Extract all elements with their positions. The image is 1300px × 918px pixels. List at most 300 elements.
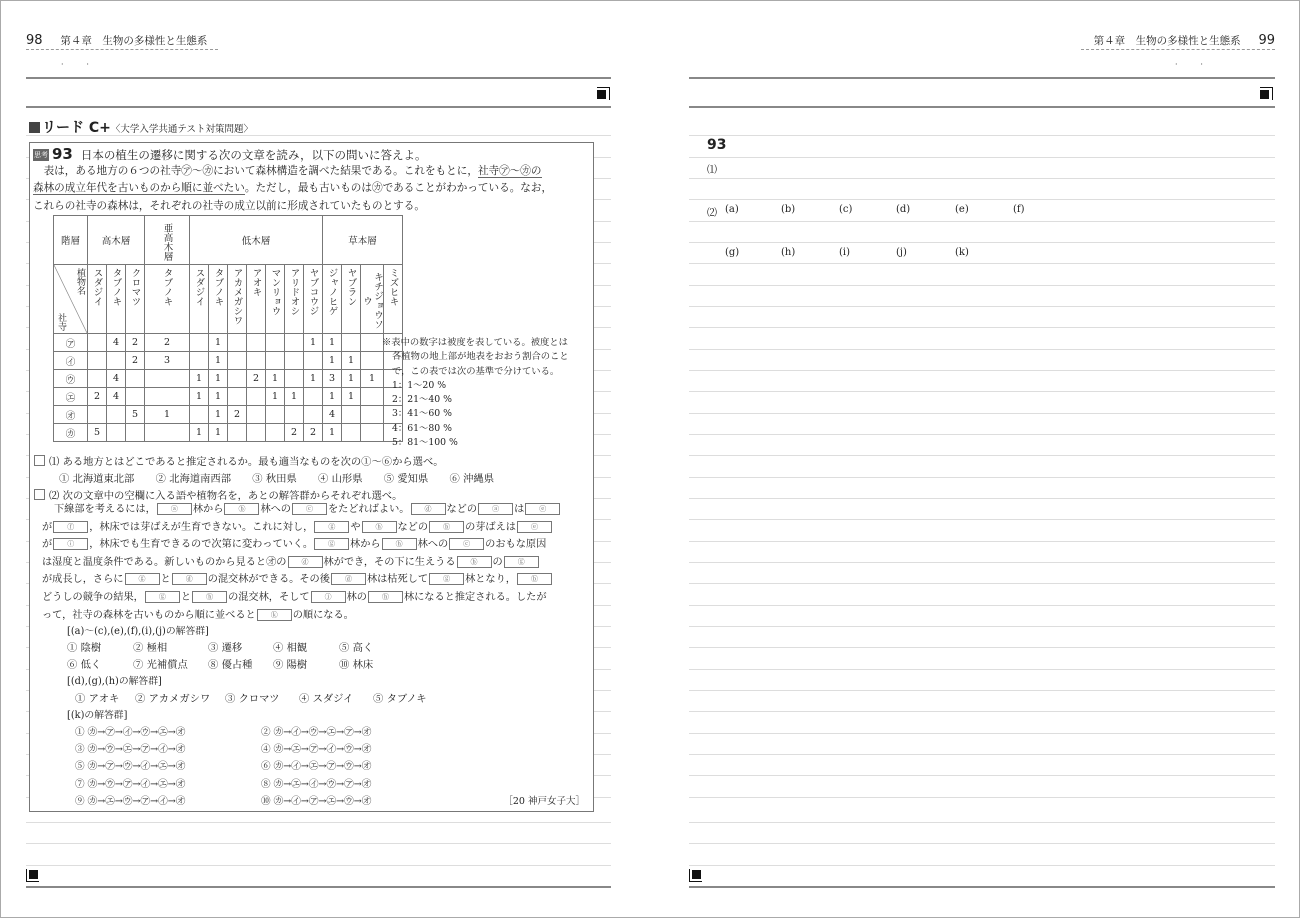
blank-g: ⓖ <box>429 573 464 585</box>
coverage-cell: 1 <box>209 424 228 442</box>
rule <box>689 285 1275 286</box>
answer-number: 93 <box>707 137 727 153</box>
plant-name-cell <box>88 265 107 334</box>
coverage-cell: 1 <box>304 334 323 352</box>
layer-cell <box>145 216 190 265</box>
answer-option: ③ ㋕→㋒→㋓→㋐→㋑→㋔ <box>75 744 186 756</box>
blank-i: ⓘ <box>53 538 88 550</box>
coverage-cell: 1 <box>266 388 285 406</box>
passage-text: ③ クロマツ <box>225 693 280 705</box>
passage-text: の芽ばえは <box>465 521 516 533</box>
question-intro <box>33 163 589 215</box>
coverage-cell: 2 <box>228 406 247 424</box>
rule <box>689 477 1275 478</box>
blank-a: ⓐ <box>478 503 513 515</box>
coverage-cell <box>145 370 190 388</box>
plant-name: クロマツ <box>129 268 141 306</box>
coverage-cell: 1 <box>285 388 304 406</box>
coverage-cell: 1 <box>323 352 342 370</box>
rule <box>689 178 1275 179</box>
site-label: ㋔ <box>54 406 88 424</box>
coverage-cell: 1 <box>342 352 361 370</box>
answer-option: ① ㋕→㋐→㋑→㋒→㋓→㋔ <box>75 727 186 738</box>
coverage-cell: 2 <box>88 388 107 406</box>
corner-mark-icon <box>689 869 702 882</box>
coverage-cell <box>342 334 361 352</box>
question-1-text: ⑴ ある地方とはどこであると推定されるか。最も適当なものを次の①～⑥から選べ。 <box>49 456 444 468</box>
passage-text: が <box>42 539 53 551</box>
scale-item: 3：41～60 % <box>392 408 452 420</box>
passage-text: が <box>42 521 53 533</box>
table-row <box>54 334 403 352</box>
coverage-cell <box>88 406 107 424</box>
passage-text: 林の <box>346 591 367 603</box>
coverage-cell <box>247 424 266 442</box>
rule <box>689 349 1275 350</box>
passage-text: ⑨ 陽樹 <box>273 659 308 671</box>
answer-group-3-title: [(k)の解答群] <box>67 710 128 721</box>
coverage-cell <box>145 424 190 442</box>
plant-name: ミズヒキ <box>387 268 399 306</box>
checkbox[interactable] <box>34 489 45 500</box>
coverage-cell: 1 <box>323 334 342 352</box>
plant-name-cell <box>384 265 403 334</box>
blank-k: ⓚ <box>257 609 292 621</box>
passage-text: ⑤ タブノキ <box>373 693 427 705</box>
coverage-cell <box>266 334 285 352</box>
option: ③ 秋田県 <box>252 473 297 485</box>
passage-text: ，林床では芽ばえが生育できない。これに対し， <box>89 521 314 533</box>
question-2-text: ⑵ 次の文章中の空欄に入る語や植物名を，あとの解答群からそれぞれ選べ。 <box>49 490 403 502</box>
coverage-cell: 1 <box>209 406 228 424</box>
passage-text: 林への <box>417 539 449 551</box>
table-row <box>54 388 403 406</box>
passage-text: ④ 相観 <box>273 642 308 654</box>
rule <box>689 647 1275 648</box>
answer-blank-label: (h) <box>781 247 796 258</box>
blank-h: ⓗ <box>368 591 403 603</box>
passage-text: の混交林，そして <box>228 591 310 603</box>
coverage-cell <box>361 406 384 424</box>
answer-blank-label: (a) <box>725 204 739 215</box>
rule <box>689 886 1275 888</box>
coverage-cell: 2 <box>285 424 304 442</box>
answer-option: ⑩ ㋕→㋑→㋐→㋓→㋒→㋔ <box>261 795 372 807</box>
site-label: ㋓ <box>54 388 88 406</box>
plant-name-cell <box>247 265 266 334</box>
coverage-cell <box>304 406 323 424</box>
plant-name: アカメガシワ <box>231 268 243 325</box>
plant-name-cell <box>361 265 384 334</box>
passage-text: 林ができ，その下に生えうる <box>323 556 456 568</box>
corner-mark-icon <box>26 869 39 882</box>
plant-name: キチジョウソウ <box>361 272 383 329</box>
coverage-cell <box>190 406 209 424</box>
coverage-cell: 1 <box>190 370 209 388</box>
coverage-cell: 5 <box>126 406 145 424</box>
answer-option: ⑨ ㋕→㋓→㋒→㋐→㋑→㋔ <box>75 795 186 807</box>
plant-name-cell <box>107 265 126 334</box>
passage-text: どうしの競争の結果， <box>42 591 144 603</box>
answer-blank-label: (j) <box>896 247 907 258</box>
coverage-cell <box>304 388 323 406</box>
coverage-cell: 1 <box>342 370 361 388</box>
coverage-cell <box>228 424 247 442</box>
page-header-right <box>1094 33 1275 48</box>
underlined-text: 社寺㋐～㋕の <box>477 165 542 177</box>
passage-text: などの <box>397 521 429 533</box>
question-number: 93 <box>52 145 73 163</box>
blank-d: ⓓ <box>411 503 446 515</box>
plant-name-cell <box>304 265 323 334</box>
chapter-title: 第４章 生物の多様性と生態系 <box>1093 35 1241 47</box>
option: ④ 山形県 <box>318 473 363 485</box>
answer-option: ⑦ ㋕→㋒→㋐→㋑→㋓→㋔ <box>75 778 186 790</box>
coverage-cell: 2 <box>126 334 145 352</box>
passage-text: 林となり， <box>465 574 516 586</box>
passage-text: ③ 遷移 <box>208 642 243 654</box>
rule <box>689 669 1275 670</box>
plant-name: タブノキ <box>110 268 122 306</box>
plant-name-cell <box>145 265 190 334</box>
corner-mark-icon <box>1260 87 1273 100</box>
coverage-cell: 1 <box>209 352 228 370</box>
coverage-cell: 1 <box>304 370 323 388</box>
coverage-cell: 3 <box>323 370 342 388</box>
answer-group-1-row <box>67 639 373 654</box>
answer-group-2-title: [(d),(g),(h)の解答群] <box>67 676 162 687</box>
plant-name: アリドオシ <box>288 268 300 316</box>
coverage-cell <box>228 370 247 388</box>
question-header <box>33 145 427 163</box>
site-label: ㋑ <box>54 352 88 370</box>
answer-blank-label: (k) <box>955 247 969 258</box>
passage-text: 林は枯死して <box>366 574 429 586</box>
coverage-cell: 1 <box>266 370 285 388</box>
thinking-badge: 思考 <box>34 151 48 159</box>
coverage-cell <box>247 352 266 370</box>
intro-text: 。ただし，最も古いものは㋕であることがわかっている。なお， <box>244 182 553 195</box>
plant-name-cell <box>342 265 361 334</box>
plant-name: ヤブラン <box>345 268 357 306</box>
answer-blank-label: (d) <box>896 204 911 215</box>
blank-d: ⓓ <box>331 573 366 585</box>
coverage-cell <box>361 334 384 352</box>
passage-text: 林になると推定される。したが <box>403 591 547 603</box>
plant-name-cell <box>228 265 247 334</box>
answer-option: ⑥ ㋕→㋑→㋓→㋐→㋒→㋔ <box>261 761 372 773</box>
plant-name-row <box>54 265 403 334</box>
coverage-cell: 4 <box>107 334 126 352</box>
blank-c: ⓒ <box>292 503 327 515</box>
coverage-cell: 4 <box>107 388 126 406</box>
coverage-cell <box>361 424 384 442</box>
site-label: ㋐ <box>54 334 88 352</box>
rule <box>689 199 1275 200</box>
rule <box>26 822 611 823</box>
rule <box>689 605 1275 606</box>
passage-text: などの <box>446 504 478 515</box>
rule <box>689 754 1275 755</box>
coverage-cell <box>266 406 285 424</box>
rule <box>689 455 1275 456</box>
coverage-cell <box>361 352 384 370</box>
passage-text: 下線部を考えるには， <box>54 504 156 515</box>
coverage-cell: 4 <box>107 370 126 388</box>
corner-top-label: 植物名 <box>75 268 85 295</box>
coverage-cell <box>228 388 247 406</box>
passage-text: ⑩ 林床 <box>339 659 374 671</box>
blank-h: ⓗ <box>382 538 417 550</box>
rule <box>689 626 1275 627</box>
passage-text: ② 極相 <box>133 642 168 654</box>
blank-d: ⓓ <box>288 556 323 568</box>
rule <box>26 77 611 79</box>
table-row <box>54 370 403 388</box>
answer-blank-label: (i) <box>839 247 851 258</box>
coverage-cell <box>228 352 247 370</box>
coverage-cell: 1 <box>209 334 228 352</box>
coverage-cell: 2 <box>145 334 190 352</box>
header-divider <box>1081 49 1275 50</box>
answer-label-1: ⑴ <box>707 165 717 176</box>
passage-text: ② アカメガシワ <box>135 693 211 705</box>
blank-e: ⓔ <box>517 521 552 533</box>
rule <box>689 865 1275 866</box>
coverage-cell <box>88 334 107 352</box>
passage-text: ⑤ 高く <box>339 642 374 654</box>
rule <box>689 775 1275 776</box>
corner-mark-icon <box>597 87 610 100</box>
passage-text: が成長し，さらに <box>42 574 124 586</box>
blank-a: ⓐ <box>157 503 192 515</box>
rule <box>689 77 1275 79</box>
coverage-cell <box>285 352 304 370</box>
rule <box>26 886 611 888</box>
layer-cell: 低木層 <box>190 216 323 265</box>
coverage-cell: 1 <box>361 370 384 388</box>
blank-g: ⓖ <box>145 591 180 603</box>
coverage-cell <box>228 334 247 352</box>
rule <box>26 106 611 108</box>
coverage-cell <box>266 424 285 442</box>
answer-option: ④ ㋕→㋓→㋐→㋑→㋒→㋔ <box>261 744 372 756</box>
chapter-title: 第４章 生物の多様性と生態系 <box>60 35 208 47</box>
plant-name: タブノキ <box>161 268 173 306</box>
rule <box>689 242 1275 243</box>
coverage-cell: 5 <box>88 424 107 442</box>
coverage-cell: 1 <box>209 388 228 406</box>
section-subtitle: 〈大学入学共通テスト対策問題〉 <box>110 124 254 135</box>
passage-text: ④ スダジイ <box>299 693 354 705</box>
note-text: 各植物の地上部が地表をおおう割合のこと <box>392 351 569 363</box>
answer-blank-label: (e) <box>955 204 969 215</box>
header-divider <box>26 49 218 50</box>
coverage-cell: 1 <box>190 388 209 406</box>
passage-text: をたどればよい。 <box>328 504 410 515</box>
layer-header: 階層 <box>54 216 88 265</box>
coverage-cell: 1 <box>209 370 228 388</box>
table-header-row <box>54 216 403 265</box>
plant-name-cell <box>285 265 304 334</box>
checkbox[interactable] <box>34 455 45 466</box>
rule <box>689 583 1275 584</box>
blank-b: ⓑ <box>517 573 552 585</box>
rule <box>689 843 1275 844</box>
rule <box>689 498 1275 499</box>
underlined-text: 森林の成立年代を古いものから順に並べたい <box>33 182 245 195</box>
answer-blank-label: (c) <box>839 204 853 215</box>
passage-text: ⑥ 低く <box>67 659 102 671</box>
blank-j: ⓙ <box>311 591 346 603</box>
coverage-cell <box>342 406 361 424</box>
plant-name-cell <box>323 265 342 334</box>
option: ⑥ 沖縄県 <box>449 473 494 485</box>
section-heading <box>29 117 253 137</box>
passage-text: って，社寺の森林を古いものから順に並べると <box>42 609 256 621</box>
note-text: で，この表では次の基準で分けている。 <box>392 365 560 377</box>
coverage-cell <box>285 334 304 352</box>
passage-text: は <box>514 504 525 515</box>
passage-text: は湿度と温度条件である。新しいものから見ると㋔の <box>42 556 287 568</box>
answer-group-2-row <box>75 690 427 705</box>
plant-name: タブノキ <box>212 268 224 306</box>
answer-blank-label: (f) <box>1013 204 1025 215</box>
plant-name: スダジイ <box>91 268 103 306</box>
plant-name-cell <box>266 265 285 334</box>
note-text: ※表中の数字は被度を表している。被度とは <box>382 337 568 348</box>
coverage-cell <box>107 406 126 424</box>
coverage-cell <box>88 352 107 370</box>
coverage-cell <box>247 388 266 406</box>
passage-text: ⑦ 光補償点 <box>133 659 188 671</box>
coverage-cell <box>88 370 107 388</box>
rule <box>689 106 1275 108</box>
plant-name-cell <box>126 265 145 334</box>
blank-c: ⓒ <box>449 538 484 550</box>
rule <box>689 733 1275 734</box>
blank-b: ⓑ <box>224 503 259 515</box>
corner-bottom-label: 社寺 <box>56 313 66 331</box>
blank-b: ⓑ <box>429 521 464 533</box>
answer-option: ② ㋕→㋑→㋒→㋓→㋐→㋔ <box>261 727 372 738</box>
section-title: リード C+ <box>42 120 111 136</box>
passage-text: 林から <box>350 539 381 551</box>
rule <box>26 843 611 844</box>
passage-text: の順になる。 <box>292 609 354 621</box>
passage-text: の混交林ができる。その後 <box>207 574 330 586</box>
scale-item: 5：81～100 % <box>392 437 458 449</box>
answer-option: ⑤ ㋕→㋐→㋒→㋑→㋓→㋔ <box>75 761 186 773</box>
coverage-cell <box>342 424 361 442</box>
coverage-cell <box>145 388 190 406</box>
blank-d: ⓓ <box>172 573 207 585</box>
coverage-cell <box>126 388 145 406</box>
blank-h: ⓗ <box>362 521 397 533</box>
question-2-passage <box>42 501 592 624</box>
layer-label: 亜高木層 <box>161 222 173 261</box>
passage-text: ⑧ 優占種 <box>208 659 253 671</box>
rule <box>689 263 1275 264</box>
coverage-cell <box>126 370 145 388</box>
passage-text: と <box>160 574 171 586</box>
coverage-cell <box>361 388 384 406</box>
passage-text: と <box>180 591 192 603</box>
passage-text: ① アオキ <box>75 693 120 705</box>
source-citation: ［20 神戸女子大］ <box>503 796 585 807</box>
plant-name: マンリョウ <box>269 268 281 316</box>
option: ② 北海道南西部 <box>155 473 231 485</box>
layer-cell: 草本層 <box>323 216 403 265</box>
answer-blank-label: (g) <box>725 247 740 258</box>
rule <box>689 413 1275 414</box>
question-title: 日本の植生の遷移に関する次の文章を読み，以下の問いに答えよ。 <box>80 148 427 162</box>
plant-name-cell <box>190 265 209 334</box>
coverage-cell: 1 <box>342 388 361 406</box>
table-note <box>382 336 592 450</box>
coverage-cell <box>304 352 323 370</box>
answer-blank-label: (b) <box>781 204 796 215</box>
coverage-cell: 2 <box>247 370 266 388</box>
rule <box>689 519 1275 520</box>
blank-e: ⓔ <box>525 503 560 515</box>
rule <box>26 865 611 866</box>
coverage-cell: 2 <box>126 352 145 370</box>
coverage-cell <box>107 352 126 370</box>
rule <box>689 562 1275 563</box>
rule <box>689 711 1275 712</box>
rule <box>689 135 1275 136</box>
table-row <box>54 406 403 424</box>
rule <box>689 690 1275 691</box>
blank-h: ⓗ <box>192 591 227 603</box>
blank-b: ⓑ <box>457 556 492 568</box>
passage-text: ，林床でも生育できるので次第に変わっていく。 <box>89 539 314 551</box>
scale-item: 4：61～80 % <box>392 422 452 434</box>
rule <box>689 797 1275 798</box>
page-header-left <box>26 33 207 48</box>
scale-item: 2：21～40 % <box>392 394 452 406</box>
question-2 <box>34 487 402 502</box>
blank-g: ⓖ <box>314 521 349 533</box>
coverage-cell: 1 <box>190 424 209 442</box>
right-page <box>689 0 1275 918</box>
plant-name: スダジイ <box>193 268 205 306</box>
rule <box>689 541 1275 542</box>
blank-f: ⓕ <box>53 521 88 533</box>
plant-name: ヤブコウジ <box>307 268 319 316</box>
coverage-cell <box>126 424 145 442</box>
page-number: 98 <box>26 33 43 48</box>
passage-text: ① 陰樹 <box>67 642 102 654</box>
coverage-cell <box>107 424 126 442</box>
coverage-cell <box>247 406 266 424</box>
rule <box>689 370 1275 371</box>
blank-g: ⓖ <box>125 573 160 585</box>
rule <box>689 391 1275 392</box>
passage-text: のおもな原因 <box>485 539 547 551</box>
blank-g: ⓖ <box>314 538 349 550</box>
coverage-cell: 1 <box>323 424 342 442</box>
page-number: 99 <box>1258 33 1275 48</box>
coverage-cell <box>285 370 304 388</box>
table-row <box>54 352 403 370</box>
passage-text: や <box>350 521 361 533</box>
intro-text: 表は，ある地方の６つの社寺㋐～㋕において森林構造を調べた結果である。これをもとに， <box>33 165 478 177</box>
rule <box>689 306 1275 307</box>
rule <box>689 157 1275 158</box>
rule <box>689 221 1275 222</box>
